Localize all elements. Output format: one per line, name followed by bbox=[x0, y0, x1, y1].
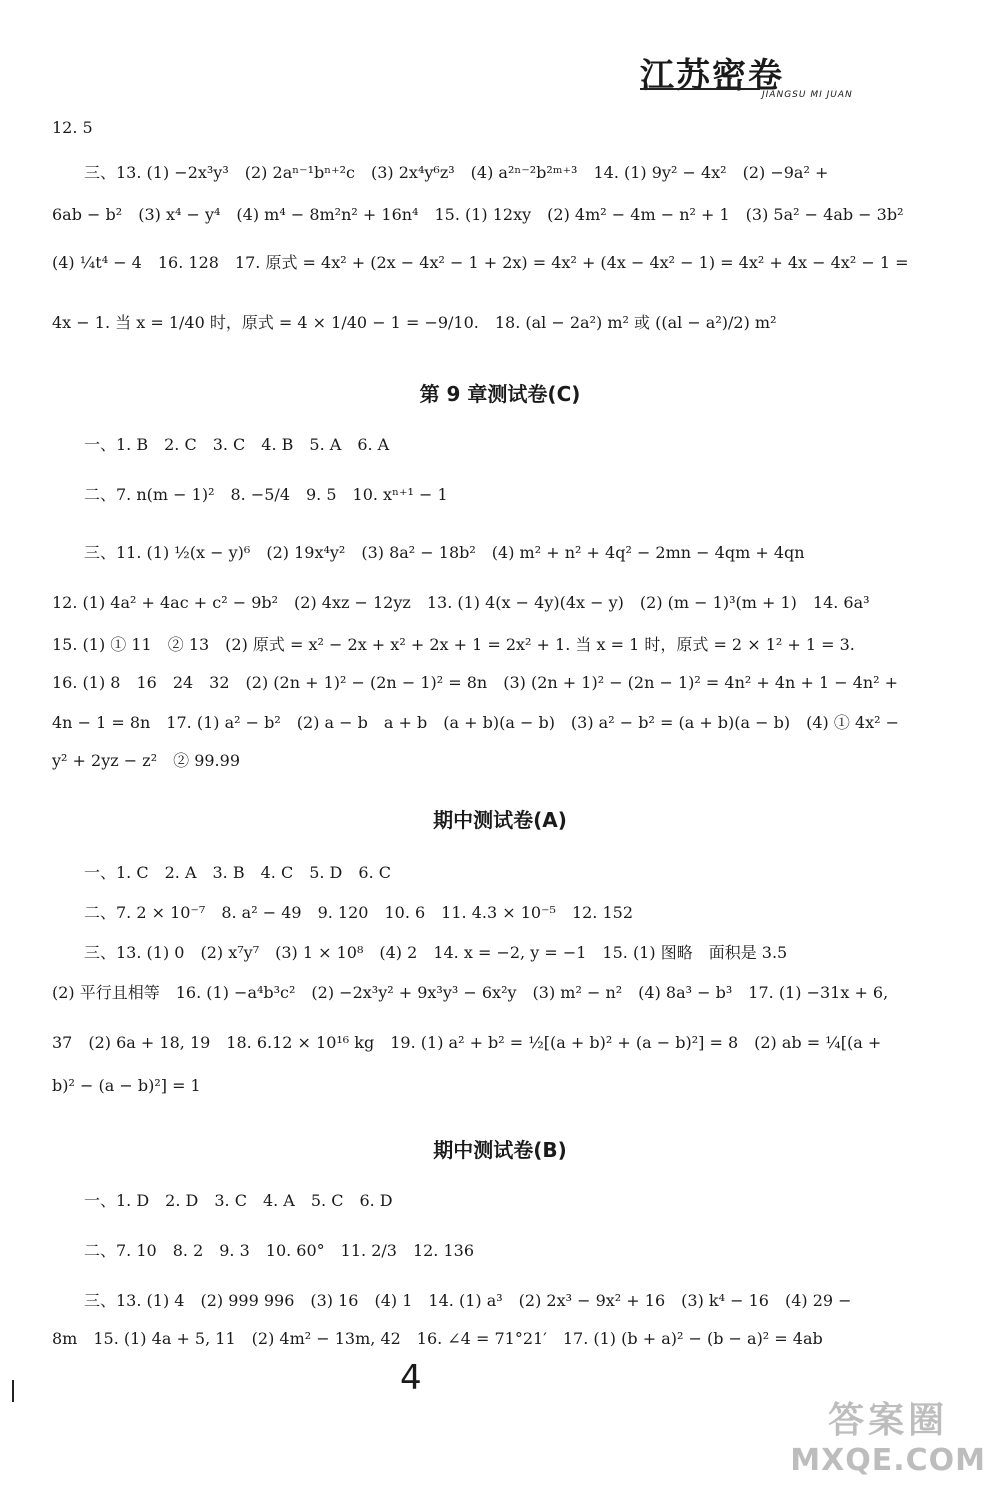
section-heading: 期中测试卷(A) bbox=[433, 808, 567, 832]
section-heading: 期中测试卷(B) bbox=[433, 1138, 567, 1162]
answer-line: 15. (1) ① 11 ② 13 (2) 原式 = x² − 2x + x² + 2x + 1 = 2x² + 1. 当 x = 1 时，原式 = 2 × 1² + 1 = 3. bbox=[52, 635, 855, 654]
watermark-top: 答案圈 bbox=[828, 1400, 949, 1441]
answer-line: 三、11. (1) ½(x − y)⁶ (2) 19x⁴y² (3) 8a² − 18b² (4) m² + n² + 4q² − 2mn − 4qm + 4qn bbox=[84, 543, 805, 562]
answer-line: 12. 5 bbox=[52, 118, 93, 137]
answer-line: 一、1. B 2. C 3. C 4. B 5. A 6. A bbox=[84, 435, 390, 454]
section-heading: 第 9 章测试卷(C) bbox=[419, 382, 581, 406]
watermark-bottom: MXQE.COM bbox=[790, 1443, 986, 1478]
answer-line: 三、13. (1) −2x³y³ (2) 2aⁿ⁻¹bⁿ⁺²c (3) 2x⁴y⁶z³ (4) a²ⁿ⁻²b²ᵐ⁺³ 14. (1) 9y² − 4x² (2) −9a² + bbox=[84, 163, 829, 182]
answer-line: 8m 15. (1) 4a + 5, 11 (2) 4m² − 13m, 42 16. ∠4 = 71°21′ 17. (1) (b + a)² − (b − a)² = 4ab bbox=[52, 1329, 823, 1348]
answer-line: 16. (1) 8 16 24 32 (2) (2n + 1)² − (2n − 1)² = 8n (3) (2n + 1)² − (2n − 1)² = 4n² + 4n + 1 − 4n² + bbox=[52, 673, 899, 692]
answer-line: 三、13. (1) 0 (2) x⁷y⁷ (3) 1 × 10⁸ (4) 2 14. x = −2, y = −1 15. (1) 图略 面积是 3.5 bbox=[84, 943, 788, 962]
answer-line: 三、13. (1) 4 (2) 999 996 (3) 16 (4) 1 14. (1) a³ (2) 2x³ − 9x² + 16 (3) k⁴ − 16 (4) 29 − bbox=[84, 1291, 852, 1310]
answer-line: b)² − (a − b)²] = 1 bbox=[52, 1076, 201, 1095]
answer-line: 二、7. 10 8. 2 9. 3 10. 60° 11. 2/3 12. 136 bbox=[84, 1241, 475, 1260]
answer-line: 12. (1) 4a² + 4ac + c² − 9b² (2) 4xz − 12yz 13. (1) 4(x − 4y)(4x − y) (2) (m − 1)³(m + 1) 14. 6a³ bbox=[52, 593, 870, 612]
answer-line: (4) ¼t⁴ − 4 16. 128 17. 原式 = 4x² + (2x − 4x² − 1 + 2x) = 4x² + (4x − 4x² − 1) = 4x² + 4x − 4x² − 1 = bbox=[52, 253, 909, 272]
answer-line: 二、7. n(m − 1)² 8. −5/4 9. 5 10. xⁿ⁺¹ − 1 bbox=[84, 485, 448, 504]
answer-line: 37 (2) 6a + 18, 19 18. 6.12 × 10¹⁶ kg 19. (1) a² + b² = ½[(a + b)² + (a − b)²] = 8 (2) ab = ¼[(a + bbox=[52, 1033, 882, 1052]
watermark bbox=[790, 1392, 986, 1478]
answer-line: (2) 平行且相等 16. (1) −a⁴b³c² (2) −2x³y² + 9x³y³ − 6x²y (3) m² − n² (4) 8a³ − b³ 17. (1) −31x + 6, bbox=[52, 983, 889, 1002]
logo-subtitle: JIANGSU MI JUAN bbox=[762, 90, 853, 100]
answer-line: 4x − 1. 当 x = 1/40 时，原式 = 4 × 1/40 − 1 = −9/10. 18. (al − 2a²) m² 或 ((al − a²)/2) m² bbox=[52, 313, 777, 332]
answer-line: 一、1. D 2. D 3. C 4. A 5. C 6. D bbox=[84, 1191, 393, 1210]
page-number: 4 bbox=[400, 1358, 422, 1398]
margin-mark bbox=[12, 1380, 14, 1402]
answer-line: y² + 2yz − z² ② 99.99 bbox=[52, 751, 240, 770]
answer-line: 二、7. 2 × 10⁻⁷ 8. a² − 49 9. 120 10. 6 11. 4.3 × 10⁻⁵ 12. 152 bbox=[84, 903, 634, 922]
answer-line: 6ab − b² (3) x⁴ − y⁴ (4) m⁴ − 8m²n² + 16n⁴ 15. (1) 12xy (2) 4m² − 4m − n² + 1 (3) 5a² − 4ab − 3b² bbox=[52, 205, 904, 224]
logo-title: 江苏密卷 bbox=[640, 56, 784, 96]
logo-rule bbox=[640, 88, 760, 90]
answer-line: 4n − 1 = 8n 17. (1) a² − b² (2) a − b a + b (a + b)(a − b) (3) a² − b² = (a + b)(a − b) (4) ① 4x² − bbox=[52, 713, 900, 732]
answer-line: 一、1. C 2. A 3. B 4. C 5. D 6. C bbox=[84, 863, 391, 882]
logo bbox=[640, 40, 890, 106]
